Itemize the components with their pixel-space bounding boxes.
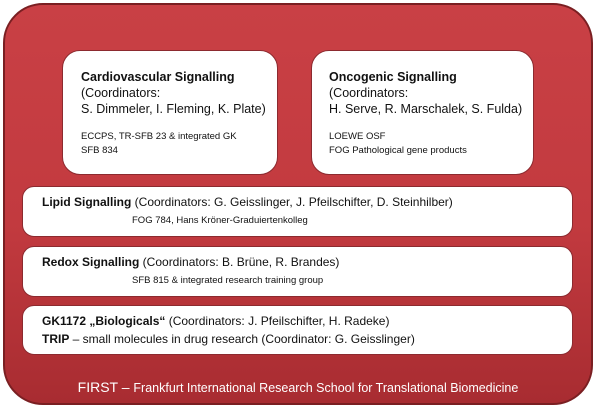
oncogenic-title: Oncogenic Signalling bbox=[329, 70, 457, 84]
cardiovascular-coordinators: S. Dimmeler, I. Fleming, K. Plate) bbox=[81, 102, 266, 116]
first-caption bbox=[5, 379, 591, 397]
gk1172-heading bbox=[42, 314, 389, 328]
redox-heading bbox=[42, 255, 339, 269]
oncogenic-signalling-box bbox=[311, 50, 534, 175]
oncogenic-coord-label: (Coordinators: bbox=[329, 86, 409, 100]
gk1172-coordinators: (Coordinators: J. Pfeilschifter, H. Radeke) bbox=[165, 314, 390, 328]
trip-description: – small molecules in drug research (Coordinator: G. Geisslinger) bbox=[69, 332, 415, 346]
cardiovascular-program-2: SFB 834 bbox=[81, 145, 118, 156]
lipid-program: FOG 784, Hans Kröner-Graduiertenkolleg bbox=[132, 215, 308, 226]
gk1172-trip-box bbox=[22, 305, 573, 355]
first-full-name: Frankfurt International Research School for Translational Biomedicine bbox=[133, 381, 519, 395]
redox-title: Redox Signalling bbox=[42, 255, 140, 269]
oncogenic-program-2: FOG Pathological gene products bbox=[329, 145, 467, 156]
cardiovascular-program-1: ECCPS, TR-SFB 23 & integrated GK bbox=[81, 131, 237, 142]
cardiovascular-signalling-box bbox=[62, 50, 278, 175]
lipid-signalling-box bbox=[22, 186, 573, 237]
first-frame bbox=[3, 3, 593, 405]
oncogenic-program-1: LOEWE OSF bbox=[329, 131, 386, 142]
trip-title: TRIP bbox=[42, 332, 70, 346]
first-acronym: FIRST bbox=[77, 379, 118, 395]
lipid-heading bbox=[42, 195, 453, 209]
lipid-title: Lipid Signalling bbox=[42, 195, 132, 209]
redox-signalling-box bbox=[22, 246, 573, 297]
caption-dash: – bbox=[117, 379, 134, 395]
trip-heading bbox=[42, 332, 415, 346]
redox-program: SFB 815 & integrated research training group bbox=[132, 275, 324, 286]
lipid-coordinators: (Coordinators: G. Geisslinger, J. Pfeilschifter, D. Steinhilber) bbox=[131, 195, 453, 209]
cardiovascular-coord-label: (Coordinators: bbox=[81, 86, 161, 100]
cardiovascular-title: Cardiovascular Signalling bbox=[81, 70, 235, 84]
gk1172-title: GK1172 „Biologicals“ bbox=[42, 314, 166, 328]
oncogenic-coordinators: H. Serve, R. Marschalek, S. Fulda) bbox=[329, 102, 523, 116]
redox-coordinators: (Coordinators: B. Brüne, R. Brandes) bbox=[139, 255, 340, 269]
